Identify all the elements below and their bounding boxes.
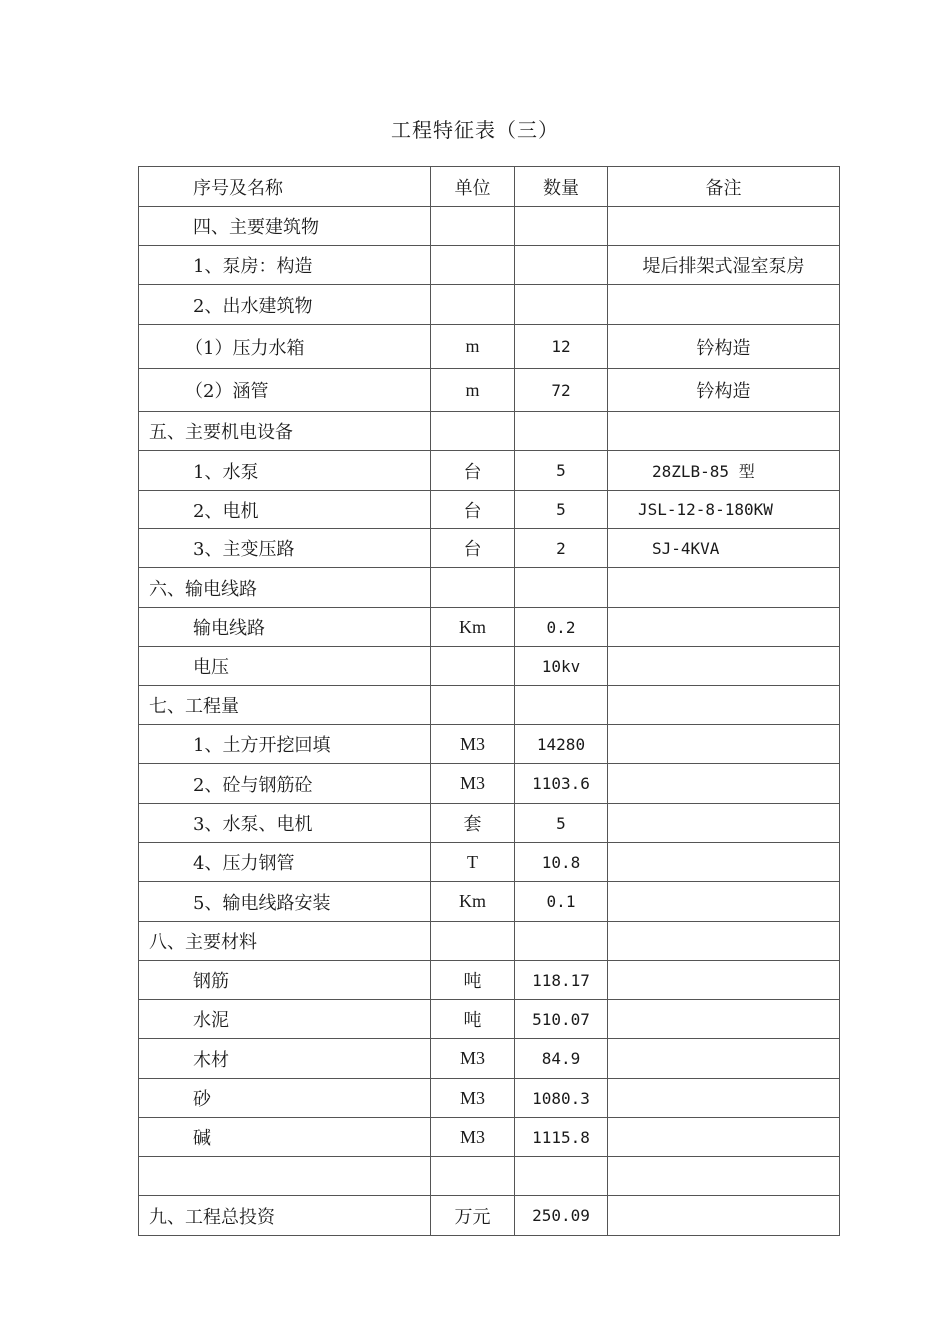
- cell-qty: 0.2: [515, 608, 608, 647]
- cell-note: [608, 804, 840, 843]
- cell-unit: [431, 285, 515, 325]
- table-row: [139, 922, 840, 961]
- cell-name: 1、土方开挖回填: [139, 725, 431, 764]
- table-row: [139, 647, 840, 686]
- cell-qty: 1115.8: [515, 1118, 608, 1157]
- cell-qty: [515, 1157, 608, 1196]
- cell-qty: 5: [515, 491, 608, 529]
- table-row: [139, 843, 840, 882]
- cell-qty: 72: [515, 369, 608, 412]
- table-row: [139, 491, 840, 529]
- header-qty: 数量: [515, 167, 608, 207]
- cell-name: 木材: [139, 1039, 431, 1079]
- cell-note: 堤后排架式湿室泵房: [608, 246, 840, 285]
- cell-note: [608, 608, 840, 647]
- table-row: [139, 325, 840, 369]
- cell-qty: 2: [515, 529, 608, 568]
- cell-note: [608, 1118, 840, 1157]
- cell-note: [608, 412, 840, 451]
- cell-qty: [515, 246, 608, 285]
- cell-qty: 10.8: [515, 843, 608, 882]
- cell-qty: [515, 285, 608, 325]
- cell-note: 28ZLB-85 型: [608, 451, 840, 491]
- cell-qty: [515, 568, 608, 608]
- cell-qty: 12: [515, 325, 608, 369]
- cell-unit: [431, 647, 515, 686]
- table-row: [139, 1000, 840, 1039]
- cell-unit: 套: [431, 804, 515, 843]
- cell-unit: [431, 568, 515, 608]
- cell-qty: 1103.6: [515, 764, 608, 804]
- cell-note: [608, 207, 840, 246]
- table-row: [139, 412, 840, 451]
- cell-qty: [515, 412, 608, 451]
- table-row: [139, 285, 840, 325]
- cell-note: [608, 1000, 840, 1039]
- cell-unit: [431, 246, 515, 285]
- cell-qty: 14280: [515, 725, 608, 764]
- table-row: [139, 961, 840, 1000]
- cell-name: 1、泵房：构造: [139, 246, 431, 285]
- cell-name: 电压: [139, 647, 431, 686]
- header-name: 序号及名称: [139, 167, 431, 207]
- cell-name: 输电线路: [139, 608, 431, 647]
- cell-name: 九、工程总投资: [139, 1196, 431, 1236]
- table-row: [139, 568, 840, 608]
- table-row: [139, 882, 840, 922]
- cell-name: 钢筋: [139, 961, 431, 1000]
- cell-unit: m: [431, 369, 515, 412]
- cell-note: [608, 1039, 840, 1079]
- table-row: [139, 1196, 840, 1236]
- cell-unit: M3: [431, 764, 515, 804]
- cell-note: [608, 568, 840, 608]
- cell-name: 4、压力钢管: [139, 843, 431, 882]
- cell-name: 四、主要建筑物: [139, 207, 431, 246]
- table-row: [139, 1039, 840, 1079]
- cell-note: [608, 843, 840, 882]
- cell-qty: 0.1: [515, 882, 608, 922]
- cell-name: 3、水泵、电机: [139, 804, 431, 843]
- cell-name: 水泥: [139, 1000, 431, 1039]
- cell-note: 钤构造: [608, 325, 840, 369]
- header-note: 备注: [608, 167, 840, 207]
- cell-note: SJ-4KVA: [608, 529, 840, 568]
- table-row: [139, 207, 840, 246]
- cell-name: 六、输电线路: [139, 568, 431, 608]
- page-title: 工程特征表（三）: [391, 118, 559, 142]
- cell-unit: [431, 1157, 515, 1196]
- cell-unit: [431, 207, 515, 246]
- cell-unit: Km: [431, 608, 515, 647]
- cell-unit: M3: [431, 1039, 515, 1079]
- table-row: [139, 529, 840, 568]
- cell-unit: 台: [431, 491, 515, 529]
- table-row: [139, 1079, 840, 1118]
- table-row: [139, 246, 840, 285]
- cell-unit: [431, 686, 515, 725]
- table-row: [139, 725, 840, 764]
- cell-name: 2、砼与钢筋砼: [139, 764, 431, 804]
- cell-note: [608, 1196, 840, 1236]
- cell-name: 砂: [139, 1079, 431, 1118]
- cell-qty: 250.09: [515, 1196, 608, 1236]
- table-row: [139, 369, 840, 412]
- cell-name: 2、出水建筑物: [139, 285, 431, 325]
- table-row: [139, 764, 840, 804]
- cell-note: [608, 922, 840, 961]
- table-row: [139, 686, 840, 725]
- cell-qty: 10kv: [515, 647, 608, 686]
- cell-note: [608, 764, 840, 804]
- cell-unit: [431, 412, 515, 451]
- cell-note: [608, 1157, 840, 1196]
- cell-unit: M3: [431, 1118, 515, 1157]
- cell-name: 2、电机: [139, 491, 431, 529]
- spec-table: [138, 166, 840, 1236]
- cell-note: [608, 647, 840, 686]
- cell-unit: 台: [431, 529, 515, 568]
- cell-unit: T: [431, 843, 515, 882]
- cell-qty: 5: [515, 451, 608, 491]
- cell-qty: 5: [515, 804, 608, 843]
- cell-name: 八、主要材料: [139, 922, 431, 961]
- cell-note: JSL-12-8-180KW: [608, 491, 840, 529]
- cell-qty: 84.9: [515, 1039, 608, 1079]
- cell-name: [139, 1157, 431, 1196]
- cell-note: [608, 961, 840, 1000]
- cell-name: （2）涵管: [139, 369, 431, 412]
- header-unit: 单位: [431, 167, 515, 207]
- cell-note: [608, 725, 840, 764]
- cell-unit: 吨: [431, 1000, 515, 1039]
- cell-qty: 1080.3: [515, 1079, 608, 1118]
- cell-unit: [431, 922, 515, 961]
- table-row: [139, 804, 840, 843]
- cell-unit: m: [431, 325, 515, 369]
- table-row: [139, 451, 840, 491]
- table-header-row: [139, 167, 840, 207]
- cell-qty: [515, 922, 608, 961]
- cell-unit: M3: [431, 725, 515, 764]
- cell-unit: Km: [431, 882, 515, 922]
- table-row: [139, 1118, 840, 1157]
- cell-qty: [515, 207, 608, 246]
- cell-note: [608, 686, 840, 725]
- cell-note: [608, 285, 840, 325]
- table-row: [139, 1157, 840, 1196]
- cell-qty: 118.17: [515, 961, 608, 1000]
- cell-unit: 吨: [431, 961, 515, 1000]
- cell-name: 1、水泵: [139, 451, 431, 491]
- cell-name: 3、主变压路: [139, 529, 431, 568]
- cell-name: 碱: [139, 1118, 431, 1157]
- cell-note: [608, 1079, 840, 1118]
- table-row: [139, 608, 840, 647]
- cell-qty: 510.07: [515, 1000, 608, 1039]
- cell-name: 5、输电线路安装: [139, 882, 431, 922]
- cell-name: 七、工程量: [139, 686, 431, 725]
- cell-unit: 万元: [431, 1196, 515, 1236]
- cell-note: 钤构造: [608, 369, 840, 412]
- cell-name: 五、主要机电设备: [139, 412, 431, 451]
- cell-unit: 台: [431, 451, 515, 491]
- cell-note: [608, 882, 840, 922]
- cell-name: （1）压力水箱: [139, 325, 431, 369]
- cell-unit: M3: [431, 1079, 515, 1118]
- cell-qty: [515, 686, 608, 725]
